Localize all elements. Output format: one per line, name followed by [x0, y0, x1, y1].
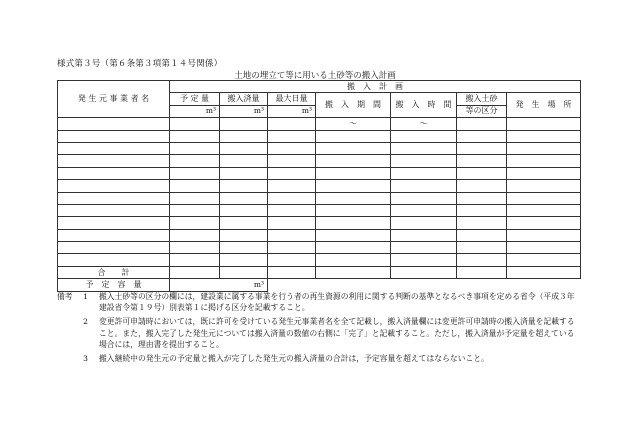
table-row — [58, 242, 581, 254]
period-tilde: ～ — [316, 118, 391, 130]
header-location: 発 生 場 所 — [507, 93, 581, 118]
note-number: 3 — [83, 354, 88, 364]
capacity-unit: m³ — [170, 279, 268, 291]
unit-max-daily: m³ — [268, 105, 316, 117]
total-row — [58, 266, 581, 278]
note-text: 搬入継続中の発生元の予定量と搬入が完了した発生元の搬入済量の合計は，予定容量を超えてはならないこと。 — [99, 354, 489, 364]
page-title: 土地の埋立て等に用いる土砂等の搬入計画 — [234, 71, 396, 81]
header-class: 搬入土砂 — [457, 93, 507, 105]
note-number: 1 — [83, 292, 88, 301]
capacity-label: 予 定 容 量 — [58, 279, 170, 291]
header-delivery-plan: 搬 入 計 画 — [170, 81, 581, 93]
note-text: 搬入土砂等の区分の欄には，建設業に属する事業を行う者の再生資源の利用に関する判断の基準となるべき事項を定める省令（平成３年建設省令第１９号）別表第１に掲げる区分を記載すること。 — [99, 292, 575, 313]
header-max-daily: 最大日量 — [268, 93, 316, 105]
capacity-row — [58, 279, 581, 291]
table-row — [58, 254, 581, 266]
header-delivered-qty: 搬入済量 — [220, 93, 268, 105]
total-label: 合 計 — [58, 266, 170, 278]
table-row — [58, 192, 581, 204]
unit-planned: m³ — [170, 105, 220, 117]
unit-delivered: m³ — [220, 105, 268, 117]
time-tilde: ～ — [391, 118, 457, 130]
table-row — [58, 167, 581, 179]
form-label: 様式第３号（第６条第３項第１４号関係） — [57, 59, 223, 69]
note-item — [57, 353, 577, 364]
table-row — [58, 155, 581, 167]
header-source-name: 発 生 元 事 業 者 名 — [58, 81, 170, 118]
header-class-2: 等の区分 — [457, 105, 507, 117]
delivery-plan-table — [57, 80, 581, 292]
table-row — [58, 142, 581, 154]
header-time: 搬 入 時 間 — [391, 93, 457, 118]
table-row — [58, 229, 581, 241]
note-text: 変更許可申請時においては，既に許可を受けている発生元事業者名を全て記載し，搬入済量欄には変更許可申請時の搬入済量を記載すること。また，搬入完了した発生元については搬入済量の数値の右側に「完了」と記載すること。ただし，搬入済量が予定量を超えている場合には，理由書を提出すること。 — [99, 317, 575, 349]
note-item — [57, 291, 577, 313]
note-number: 2 — [83, 317, 88, 327]
notes — [57, 291, 577, 367]
table-row — [58, 130, 581, 142]
note-item — [57, 316, 577, 350]
table-row — [58, 204, 581, 216]
header-period: 搬 入 期 間 — [316, 93, 391, 118]
table-row — [58, 180, 581, 192]
table-row — [58, 118, 581, 130]
table-row — [58, 217, 581, 229]
notes-heading: 備考 — [57, 292, 73, 301]
header-planned-qty: 予 定 量 — [170, 93, 220, 105]
